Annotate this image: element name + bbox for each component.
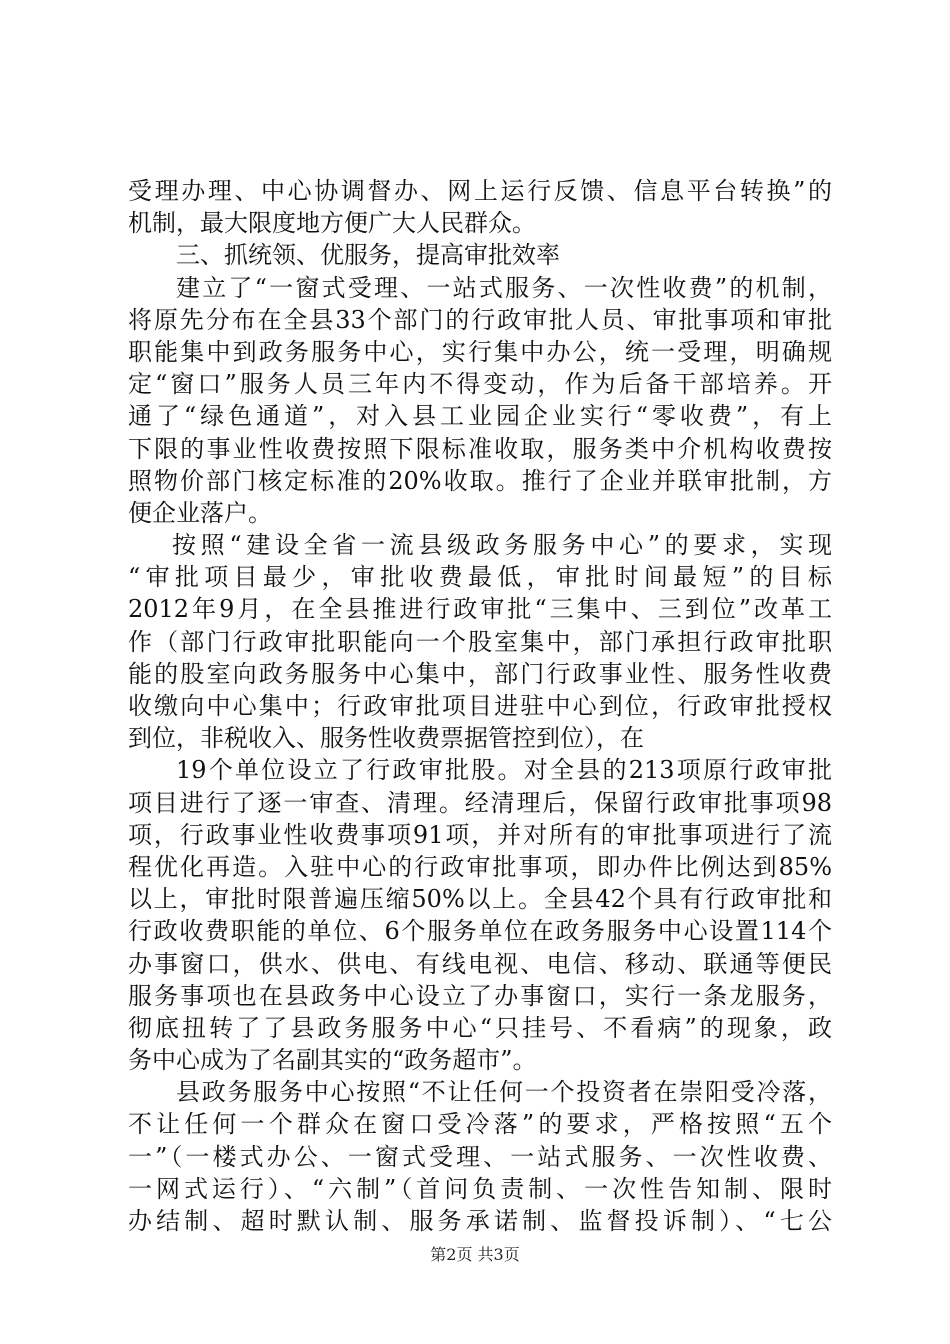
text-line: 彻底扭转了了县政务服务中心“只挂号、不看病”的现象，政	[128, 1013, 832, 1042]
text-line: 定“窗口”服务人员三年内不得变动，作为后备干部培养。开	[128, 370, 832, 399]
text-line: 项，行政事业性收费事项91项，并对所有的审批事项进行了流	[128, 820, 832, 849]
text-line: 便企业落户。	[128, 498, 272, 527]
text-line: 服务事项也在县政务中心设立了办事窗口，实行一条龙服务，	[128, 981, 832, 1010]
text-line: 2012年9月，在全县推进行政审批“三集中、三到位”改革工	[128, 595, 832, 624]
document-body	[128, 175, 832, 1237]
text-line: 项目进行了逐一审查、清理。经清理后，保留行政审批事项98	[128, 788, 832, 817]
text-line: 到位，非税收入、服务性收费票据管控到位），在	[128, 724, 644, 753]
page-number-footer: 第2页 共3页	[430, 1245, 520, 1264]
text-line: 一网式运行）、“六制”（首问负责制、一次性告知制、限时	[128, 1174, 832, 1203]
text-line: 行政收费职能的单位、6个服务单位在政务服务中心设置114个	[128, 917, 832, 946]
text-line: 职能集中到政务服务中心，实行集中办公，统一受理，明确规	[128, 337, 832, 366]
text-line: 办事窗口，供水、供电、有线电视、电信、移动、联通等便民	[128, 949, 832, 978]
text-line: 作（部门行政审批职能向一个股室集中，部门承担行政审批职	[128, 627, 832, 656]
text-line: 不让任何一个群众在窗口受冷落”的要求，严格按照“五个	[128, 1110, 832, 1139]
text-line: 务中心成为了名副其实的“政务超市”。	[128, 1046, 537, 1075]
text-line: 机制，最大限度地方便广大人民群众。	[128, 209, 536, 238]
text-line: 将原先分布在全县33个部门的行政审批人员、审批事项和审批	[128, 305, 832, 334]
text-line: 建立了“一窗式受理、一站式服务、一次性收费”的机制，	[176, 273, 832, 302]
text-line: 19个单位设立了行政审批股。对全县的213项原行政审批	[176, 756, 832, 785]
text-line: “审批项目最少，审批收费最低，审批时间最短”的目标	[128, 563, 832, 592]
section-heading: 三、抓统领、优服务，提高审批效率	[176, 241, 560, 270]
text-line: 按照“建设全省一流县级政务服务中心”的要求，实现	[172, 531, 832, 560]
text-line: 下限的事业性收费按照下限标准收取，服务类中介机构收费按	[128, 434, 832, 463]
text-line: 程优化再造。入驻中心的行政审批事项，即办件比例达到85%	[128, 852, 832, 881]
text-line: 县政务服务中心按照“不让任何一个投资者在崇阳受冷落，	[176, 1078, 832, 1107]
text-line: 照物价部门核定标准的20%收取。推行了企业并联审批制，方	[128, 466, 832, 495]
text-line: 以上，审批时限普遍压缩50%以上。全县42个具有行政审批和	[128, 885, 832, 914]
text-line: 办结制、超时默认制、服务承诺制、监督投诉制）、“七公	[128, 1207, 832, 1235]
text-line: 一”（一楼式办公、一窗式受理、一站式服务、一次性收费、	[128, 1142, 832, 1171]
text-line: 通了“绿色通道”，对入县工业园企业实行“零收费”，有上	[128, 402, 832, 431]
text-line: 受理办理、中心协调督办、网上运行反馈、信息平台转换”的	[128, 177, 832, 205]
text-line: 收缴向中心集中；行政审批项目进驻中心到位，行政审批授权	[128, 692, 832, 720]
text-line: 能的股室向政务服务中心集中，部门行政事业性、服务性收费	[128, 659, 832, 688]
